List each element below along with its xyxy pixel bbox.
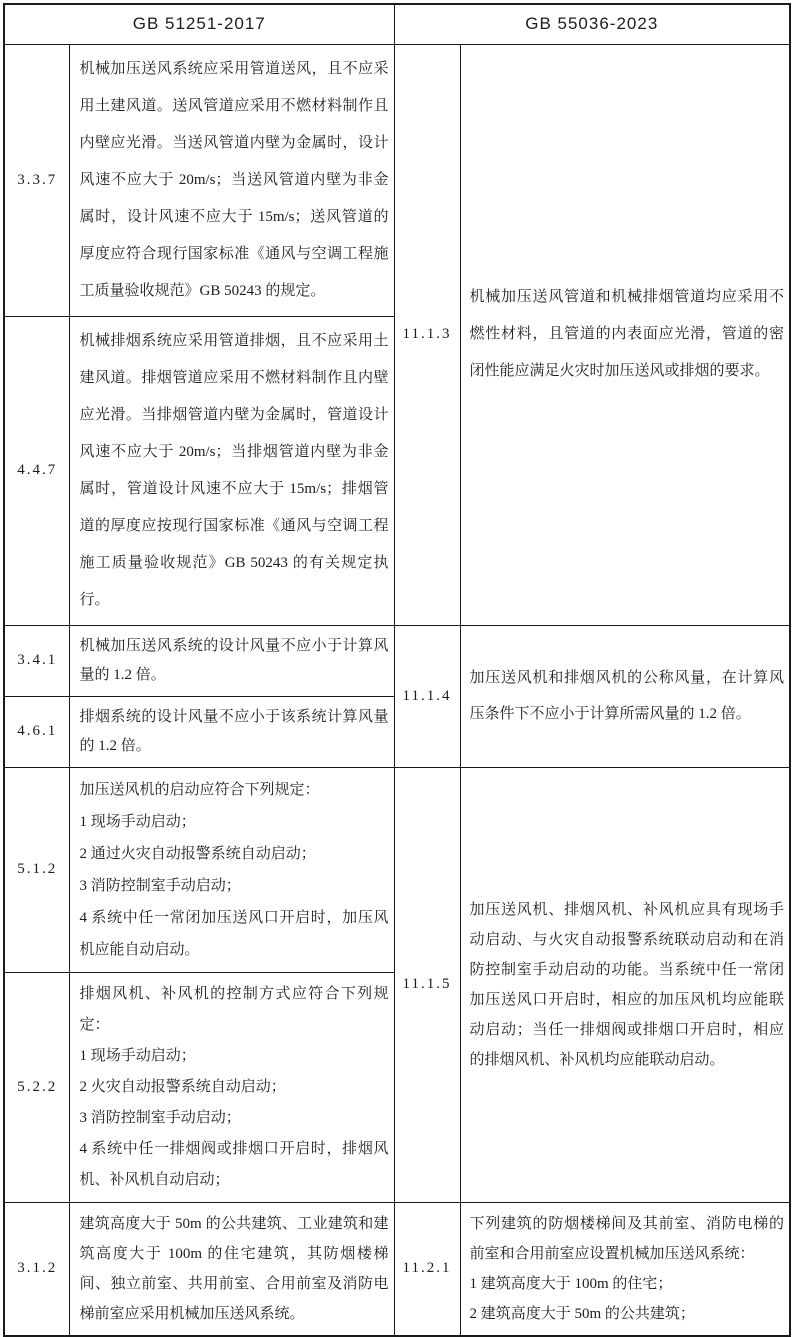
left-provision-5-1-2 <box>70 767 394 972</box>
right-provision-11-1-3 <box>460 44 790 625</box>
left-provision-3-3-7 <box>70 44 394 316</box>
right-provision-11-1-4 <box>460 625 790 767</box>
left-clause-4-6-1: 4.6.1 <box>4 696 70 767</box>
left-clause-3-3-7: 3.3.7 <box>4 44 70 316</box>
header-standard-right: GB 55036-2023 <box>394 4 790 44</box>
left-provision-3-1-2 <box>70 1202 394 1336</box>
table-row <box>4 44 790 316</box>
table-row <box>4 625 790 696</box>
provision-paragraph: 建筑高度大于 50m 的公共建筑、工业建筑和建筑高度大于 100m 的住宅建筑，其防烟楼梯间、独立前室、共用前室、合用前室及消防电梯前室应采用机械加压送风系统。 <box>79 1215 389 1322</box>
table-row <box>4 767 790 972</box>
provision-list-item: 4 系统中任一常闭加压送风口开启时，加压风机应能自动启动。 <box>79 909 389 958</box>
right-clause-11-1-3: 11.1.3 <box>394 44 460 625</box>
provision-paragraph: 排烟风机、补风机的控制方式应符合下列规定： <box>79 985 389 1033</box>
provision-paragraph: 加压送风机和排烟风机的公称风量，在计算风压条件下不应小于计算所需风量的 1.2 倍。 <box>469 670 785 722</box>
provision-list-item: 2 建筑高度大于 50m 的公共建筑； <box>469 1305 695 1322</box>
table-row <box>4 1202 790 1336</box>
left-provision-4-4-7 <box>70 316 394 625</box>
provision-paragraph: 机械加压送风系统应采用管道送风，且不应采用土建风道。送风管道应采用不燃材料制作且内壁应光滑。当送风管道内壁为金属时，设计风速不应大于 20m/s；当送风管道内壁为非金属时，设计风速不应大于 15m/s；送风管道的厚度应符合现行国家标准《通风与空调工程施工质量验收规范》GB 50243 的规定。 <box>79 60 389 299</box>
provision-paragraph: 下列建筑的防烟楼梯间及其前室、消防电梯的前室和合用前室应设置机械加压送风系统： <box>469 1215 785 1262</box>
left-clause-4-4-7: 4.4.7 <box>4 316 70 625</box>
left-provision-3-4-1 <box>70 625 394 696</box>
provision-list-item: 3 消防控制室手动启动； <box>79 877 241 894</box>
right-clause-11-2-1: 11.2.1 <box>394 1202 460 1336</box>
provision-paragraph: 机械加压送风管道和机械排烟管道均应采用不燃性材料，且管道的内表面应光滑，管道的密闭性能应满足火灾时加压送风或排烟的要求。 <box>469 289 785 379</box>
table-header-row <box>4 4 790 44</box>
header-standard-left: GB 51251-2017 <box>4 4 394 44</box>
provision-paragraph: 加压送风机、排烟风机、补风机应具有现场手动启动、与火灾自动报警系统联动启动和在消防控制室手动启动的功能。当系统中任一常闭加压送风口开启时，相应的加压风机均应能联动启动；当任一排烟阀或排烟口开启时，相应的排烟风机、补风机均应能联动启动。 <box>469 901 785 1068</box>
provision-list-item: 1 建筑高度大于 100m 的住宅； <box>469 1275 673 1292</box>
provision-paragraph: 机械排烟系统应采用管道排烟，且不应采用土建风道。排烟管道应采用不燃材料制作且内壁应光滑。当排烟管道内壁为金属时，管道设计风速不应大于 20m/s；当排烟管道内壁为非金属时，管道设计风速不应大于 15m/s；排烟管道的厚度应按现行国家标准《通风与空调工程施工质量验收规范》GB 50243 的有关规定执行。 <box>79 332 389 608</box>
left-clause-3-4-1: 3.4.1 <box>4 625 70 696</box>
provision-list-item: 1 现场手动启动； <box>79 813 196 830</box>
left-provision-4-6-1 <box>70 696 394 767</box>
provision-paragraph: 机械加压送风系统的设计风量不应小于计算风量的 1.2 倍。 <box>79 637 389 683</box>
provision-list-item: 1 现场手动启动； <box>79 1047 196 1064</box>
provision-list-item: 2 通过火灾自动报警系统自动启动； <box>79 845 316 862</box>
right-clause-11-1-4: 11.1.4 <box>394 625 460 767</box>
left-clause-3-1-2: 3.1.2 <box>4 1202 70 1336</box>
provision-list-item: 3 消防控制室手动启动； <box>79 1109 241 1126</box>
left-provision-5-2-2 <box>70 972 394 1202</box>
right-provision-11-2-1 <box>460 1202 790 1336</box>
provision-list-item: 2 火灾自动报警系统自动启动； <box>79 1078 286 1095</box>
provision-paragraph: 加压送风机的启动应符合下列规定： <box>79 781 320 798</box>
provision-paragraph: 排烟系统的设计风量不应小于该系统计算风量的 1.2 倍。 <box>79 708 389 754</box>
standards-comparison-table <box>3 3 791 1337</box>
left-clause-5-2-2: 5.2.2 <box>4 972 70 1202</box>
right-clause-11-1-5: 11.1.5 <box>394 767 460 1202</box>
provision-list-item: 4 系统中任一排烟阀或排烟口开启时，排烟风机、补风机自动启动； <box>79 1140 389 1188</box>
right-provision-11-1-5 <box>460 767 790 1202</box>
left-clause-5-1-2: 5.1.2 <box>4 767 70 972</box>
